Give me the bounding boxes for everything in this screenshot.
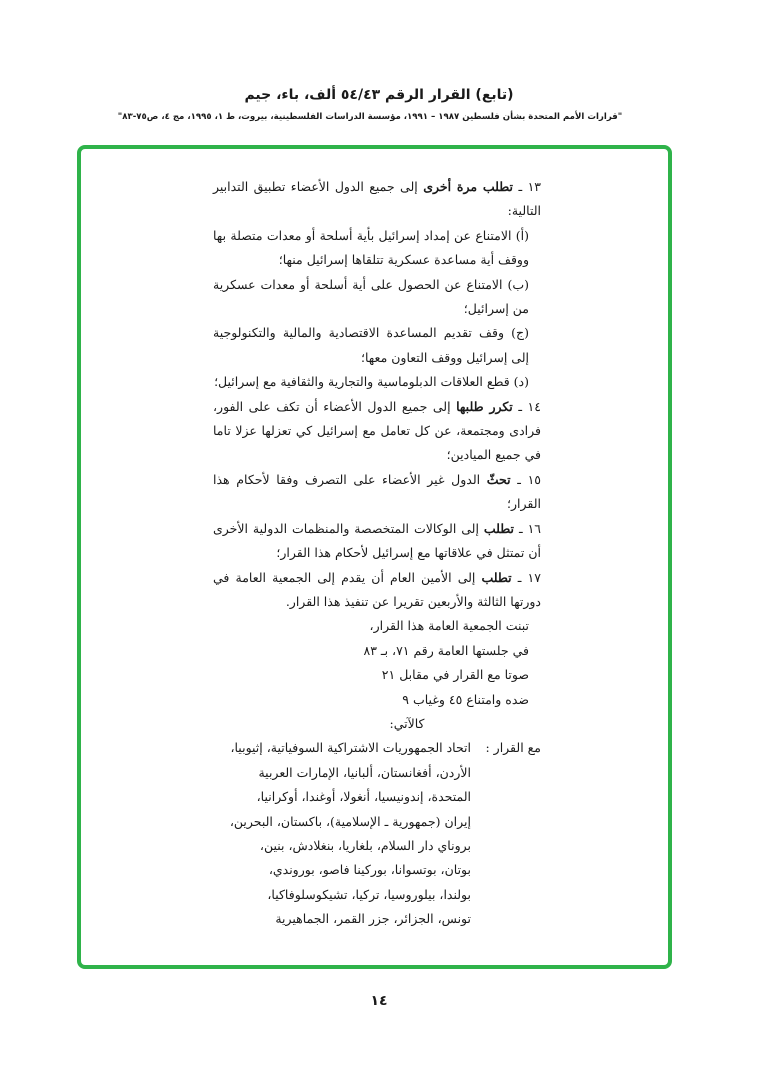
paragraph-text: إلى الأمين العام أن يقدم إلى الجمعية العامة في دورتها الثالثة والأربعين تقريرا عن تنفيذ هذا القرار. [213, 569, 541, 609]
paragraph-15 [213, 468, 541, 517]
operative-verb: تطلب [481, 569, 512, 585]
paragraph-13 [213, 175, 541, 224]
country-line: اتحاد الجمهوريات الاشتراكية السوفياتية، إثيوبيا، [230, 740, 471, 756]
country-line: تونس، الجزائر، جزر القمر، الجماهيرية [275, 911, 471, 927]
operative-verb: تطلب مرة أخرى [423, 179, 514, 194]
paragraph-14 [213, 395, 541, 468]
country-line: بولندا، بيلوروسيا، تركيا، تشيكوسلوفاكيا، [267, 886, 471, 902]
paragraph-17 [213, 566, 541, 615]
paragraph-text: الدول غير الأعضاء على التصرف وفقا لأحكام هذا القرار؛ [213, 471, 541, 512]
paragraph-text: إلى الوكالات المتخصصة والمنظمات الدولية الأخرى أن تمتثل في علاقاتها مع إسرائيل لأحكام هذا القرار؛ [213, 520, 541, 561]
in-favor-country-list [213, 736, 471, 931]
country-line: المتحدة، إندونيسيا، أنغولا، أوغندا، أوكرانيا، [256, 789, 471, 805]
resolution-text [213, 175, 541, 932]
paragraph-16 [213, 517, 541, 566]
vote-line: ضده وامتناع ٤٥ وغياب ٩ [402, 691, 529, 707]
source-citation: "قرارات الأمم المتحدة بشأن فلسطين ١٩٨٧ – ١٩٩١، مؤسسة الدراسات الفلسطينية، بيروت، ط ١، ١٩٩٥، مج ٤، ص٧٥-٨٣" [117, 112, 623, 122]
paragraph-number: ١٤ ـ [518, 398, 541, 414]
operative-verb: تكرر طلبها [456, 398, 513, 414]
paragraph-number: ١٧ ـ [517, 569, 541, 585]
vote-line: في جلستها العامة رقم ٧١، بـ ٨٣ [363, 642, 529, 658]
paragraph-13b: (ب) الامتناع عن الحصول على أية أسلحة أو معدات عسكرية من إسرائيل؛ [213, 276, 529, 317]
operative-verb: تطلب [483, 520, 515, 536]
paragraph-number: ١٣ ـ [518, 179, 541, 194]
paragraph-text: إلى جميع الدول الأعضاء أن تكف على الفور، فرادى ومجتمعة، عن كل تعامل مع إسرائيل كي تعزلها عزلا تاما في جميع الميادين؛ [213, 398, 541, 463]
paragraph-13a: (أ) الامتناع عن إمداد إسرائيل بأية أسلحة أو معدات متصلة بها ووقف أية مساعدة عسكرية تتلقاها إسرائيل منها؛ [213, 227, 529, 268]
country-line: بروناي دار السلام، بلغاريا، بنغلادش، بنين، [259, 837, 471, 853]
paragraph-13c: (ج) وقف تقديم المساعدة الاقتصادية والمالية والتكنولوجية إلى إسرائيل ووقف التعاون معها؛ [213, 325, 529, 365]
country-line: بوتان، بوتسوانا، بوركينا فاصو، بوروندي، [268, 862, 471, 878]
paragraph-number: ١٥ ـ [517, 471, 541, 487]
in-favor-label: مع القرار : [485, 740, 541, 756]
vote-line: تبنت الجمعية العامة هذا القرار، [369, 618, 529, 634]
country-line: إيران (جمهورية ـ الإسلامية)، باكستان، البحرين، [229, 813, 471, 829]
page-title: (تابع) القرار الرقم ٥٤/٤٣ ألف، باء، جيم [244, 87, 514, 103]
in-favor-block [213, 736, 541, 931]
paragraph-13d: (د) قطع العلاقات الدبلوماسية والتجارية والثقافية مع إسرائيل؛ [214, 374, 529, 390]
operative-verb: تحثّ [486, 471, 511, 487]
vote-line: صوتا مع القرار في مقابل ٢١ [381, 667, 529, 683]
country-line: الأردن، أفغانستان، ألبانيا، الإمارات العربية [258, 764, 471, 780]
vote-as-follows: كالآتي: [389, 715, 425, 731]
paragraph-text: إلى جميع الدول الأعضاء تطبيق التدابير التالية: [213, 179, 541, 219]
paragraph-number: ١٦ ـ [518, 520, 541, 536]
page-number: ١٤ [370, 993, 388, 1009]
